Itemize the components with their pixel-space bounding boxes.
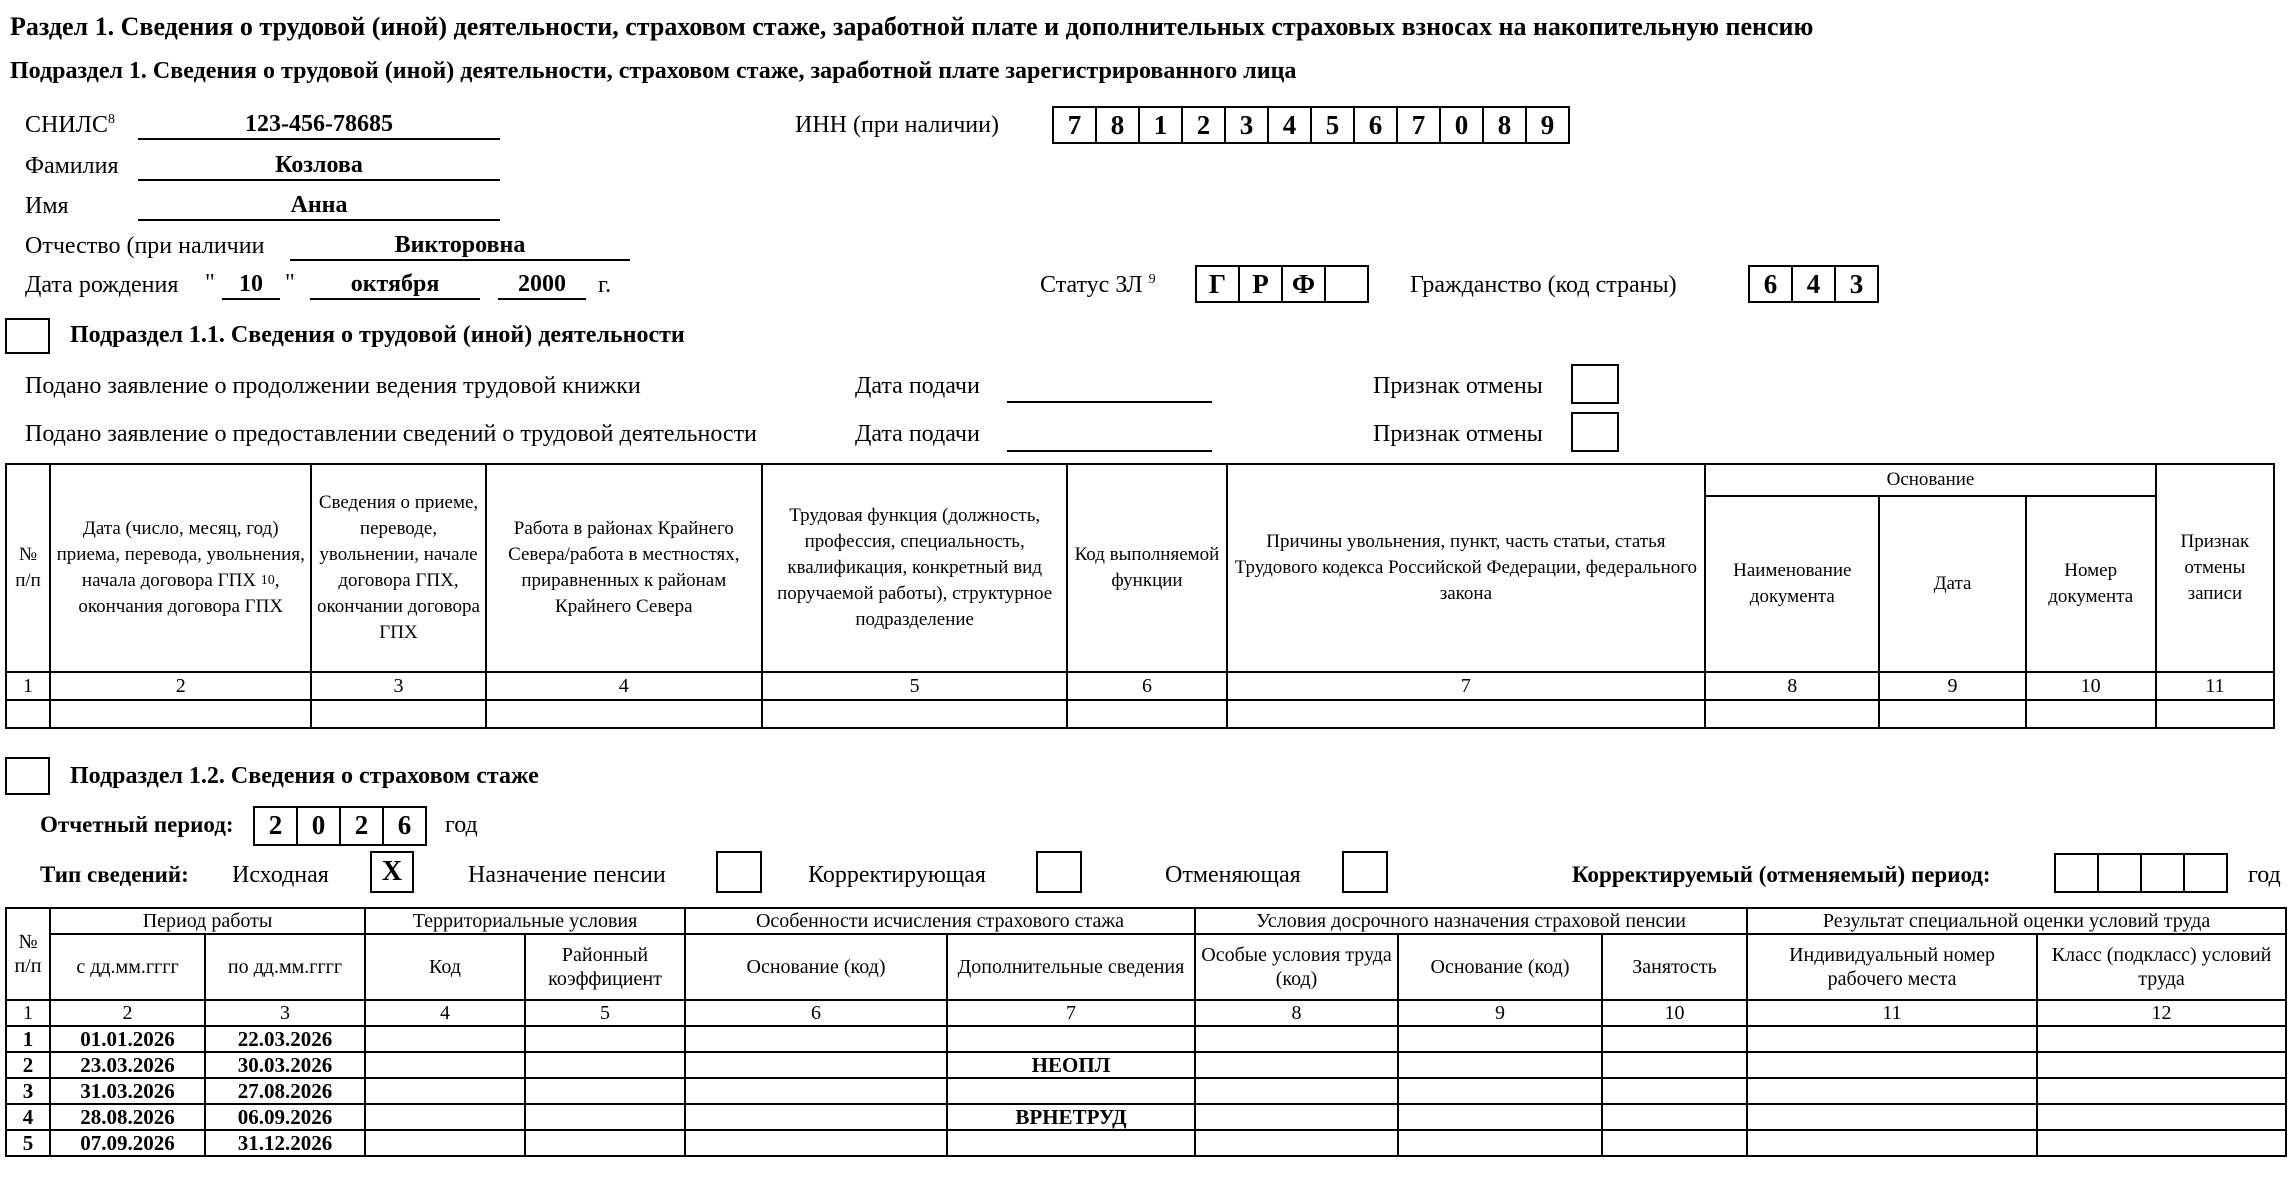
period-digit[interactable]: 0 — [298, 808, 341, 844]
status-cells[interactable] — [1195, 265, 1369, 303]
assess-class-cell[interactable] — [2037, 1130, 2286, 1156]
type-corrective-checkbox[interactable] — [1036, 851, 1082, 893]
special-extra-cell[interactable] — [947, 1078, 1195, 1104]
col-header-function: Трудовая функция (должность, профессия, специальность, квалификация, конкретный вид поручаемой работы), структурное подразделение — [762, 464, 1067, 672]
corrected-period-digit[interactable] — [2056, 855, 2099, 891]
snils-label: СНИЛС$^8$ — [25, 112, 115, 138]
inn-digit[interactable]: 3 — [1226, 108, 1269, 142]
column-number: 7 — [947, 1000, 1195, 1026]
period-to-cell[interactable]: 22.03.2026 — [205, 1026, 365, 1052]
birth-year-field[interactable]: 2000 — [498, 270, 586, 300]
special-extra-cell[interactable] — [947, 1026, 1195, 1052]
period-to-cell[interactable]: 30.03.2026 — [205, 1052, 365, 1078]
col-header-early-cond: Особые условия труда (код) — [1195, 934, 1398, 1000]
snils-field[interactable]: 123-456-78685 — [138, 110, 500, 140]
table-row[interactable] — [6, 1104, 2286, 1130]
early-busy-cell[interactable] — [1602, 1130, 1747, 1156]
period-digit[interactable]: 2 — [341, 808, 384, 844]
birth-day-field[interactable]: 10 — [222, 270, 280, 300]
assess-class-cell[interactable] — [2037, 1026, 2286, 1052]
sub11-row2-cancel-checkbox[interactable] — [1571, 412, 1619, 452]
early-basis-cell[interactable] — [1398, 1052, 1602, 1078]
row-number[interactable]: 1 — [6, 1026, 50, 1052]
inn-digit[interactable]: 9 — [1540, 110, 1555, 140]
corrected-period-label: Корректируемый (отменяемый) период: — [1572, 862, 1991, 887]
early-busy-cell[interactable] — [1602, 1104, 1747, 1130]
sub11-row1-text: Подано заявление о продолжении ведения трудовой книжки — [25, 373, 641, 399]
birth-month-field[interactable]: октября — [310, 270, 480, 300]
special-extra-cell[interactable]: ВРНЕТРУД — [947, 1104, 1195, 1130]
column-number: 8 — [1705, 672, 1879, 700]
sub11-row2-date-label: Дата подачи — [855, 421, 980, 447]
column-number: 7 — [1227, 672, 1706, 700]
special-basis-cell[interactable] — [685, 1104, 947, 1130]
quote-open: " — [205, 270, 215, 296]
corrected-period-digit[interactable] — [2099, 855, 2142, 891]
col-header-date: Дата (число, месяц, год) приема, перевода, увольнения, начала договора ГПХ $^{10}$, окончания договора ГПХ — [50, 464, 311, 672]
terr-code-cell[interactable] — [365, 1130, 525, 1156]
status-cell[interactable]: Г — [1197, 267, 1240, 301]
special-basis-cell[interactable] — [685, 1026, 947, 1052]
status-cell[interactable]: Р — [1240, 267, 1283, 301]
period-digit[interactable]: 2 — [255, 808, 298, 844]
col-header-terr-coef: Районный коэффициент — [525, 934, 685, 1000]
period-to-cell[interactable]: 27.08.2026 — [205, 1078, 365, 1104]
column-numbers-row — [6, 672, 2274, 700]
column-number: 4 — [486, 672, 762, 700]
assess-class-cell[interactable] — [2037, 1052, 2286, 1078]
inn-digit[interactable]: 7 — [1398, 108, 1441, 142]
col-header-special-extra: Дополнительные сведения — [947, 934, 1195, 1000]
subsection-title: Подраздел 1. Сведения о трудовой (иной) деятельности, страховом стаже, заработной плате зарегистрированного лица — [10, 58, 1297, 84]
period-digit[interactable]: 6 — [397, 810, 412, 840]
assess-num-cell[interactable] — [1747, 1130, 2037, 1156]
labor-activity-table — [5, 463, 2275, 729]
birth-label: Дата рождения — [25, 272, 179, 298]
column-number: 10 — [1602, 1000, 1747, 1026]
col-header-assess-num: Индивидуальный номер рабочего места — [1747, 934, 2037, 1000]
early-basis-cell[interactable] — [1398, 1130, 1602, 1156]
patronymic-label: Отчество (при наличии — [25, 233, 265, 259]
table-row[interactable] — [6, 1130, 2286, 1156]
citizenship-label: Гражданство (код страны) — [1410, 272, 1677, 298]
row-number[interactable]: 2 — [6, 1052, 50, 1078]
inn-digit[interactable]: 4 — [1269, 108, 1312, 142]
column-number: 1 — [6, 1000, 50, 1026]
assess-num-cell[interactable] — [1747, 1078, 2037, 1104]
name-label: Имя — [25, 193, 69, 219]
col-header-north: Работа в районах Крайнего Севера/работа в местностях, приравненных к районам Крайнего Севера — [486, 464, 762, 672]
citizenship-cell[interactable]: 6 — [1750, 267, 1793, 301]
early-busy-cell[interactable] — [1602, 1078, 1747, 1104]
status-label: Статус ЗЛ $^9$ — [1040, 272, 1156, 298]
col-header-cancel: Признак отмены записи — [2156, 464, 2274, 672]
inn-label: ИНН (при наличии) — [795, 112, 999, 138]
status-cell[interactable] — [1326, 267, 1367, 301]
col-header-num: № п/п — [6, 464, 50, 672]
period-from-cell[interactable]: 01.01.2026 — [50, 1026, 205, 1052]
column-number: 11 — [2156, 672, 2274, 700]
terr-coef-cell[interactable] — [525, 1052, 685, 1078]
group-header-special: Особенности исчисления страхового стажа — [685, 908, 1195, 934]
col-header-special-basis: Основание (код) — [685, 934, 947, 1000]
section-title: Раздел 1. Сведения о трудовой (иной) деятельности, страховом стаже, заработной плате и дополнительных страховых взносах на накопительную пенсию — [10, 12, 1814, 41]
inn-digit[interactable]: 5 — [1312, 108, 1355, 142]
group-header-period: Период работы — [50, 908, 365, 934]
column-number: 11 — [1747, 1000, 2037, 1026]
terr-coef-cell[interactable] — [525, 1104, 685, 1130]
early-cond-cell[interactable] — [1195, 1052, 1398, 1078]
inn-digit[interactable]: 0 — [1441, 108, 1484, 142]
snils-footnote: 8 — [107, 112, 115, 127]
type-cancel-label: Отменяющая — [1165, 862, 1301, 888]
terr-coef-cell[interactable] — [525, 1078, 685, 1104]
early-basis-cell[interactable] — [1398, 1078, 1602, 1104]
col-header-basis: Основание — [1705, 464, 2156, 496]
early-busy-cell[interactable] — [1602, 1026, 1747, 1052]
col-header-reason: Причины увольнения, пункт, часть статьи, статья Трудового кодекса Российской Федерации, федерального закона — [1227, 464, 1706, 672]
sub11-row1-cancel-checkbox[interactable] — [1571, 364, 1619, 404]
special-extra-cell[interactable]: НЕОПЛ — [947, 1052, 1195, 1078]
type-pension-checkbox[interactable] — [716, 851, 762, 893]
assess-num-cell[interactable] — [1747, 1026, 2037, 1052]
period-label: Отчетный период: — [40, 812, 234, 837]
period-from-cell[interactable]: 07.09.2026 — [50, 1130, 205, 1156]
col-header-from: с дд.мм.гггг — [50, 934, 205, 1000]
type-cancel-checkbox[interactable] — [1342, 851, 1388, 893]
table-row[interactable] — [6, 1078, 2286, 1104]
inn-digit[interactable]: 2 — [1183, 108, 1226, 142]
type-initial-checkbox[interactable]: X — [370, 851, 414, 893]
sub11-row1-date-label: Дата подачи — [855, 373, 980, 399]
table-row[interactable] — [6, 700, 2274, 728]
group-header-assessment: Результат специальной оценки условий труда — [1747, 908, 2286, 934]
terr-code-cell[interactable] — [365, 1104, 525, 1130]
type-initial-label: Исходная — [232, 862, 329, 888]
table-row[interactable] — [6, 1052, 2286, 1078]
sub11-row2-cancel-label: Признак отмены — [1373, 421, 1543, 447]
col-header-early-busy: Занятость — [1602, 934, 1747, 1000]
col-header-doc-name: Наименование документа — [1705, 496, 1879, 672]
assess-class-cell[interactable] — [2037, 1078, 2286, 1104]
period-from-cell[interactable]: 28.08.2026 — [50, 1104, 205, 1130]
sub11-checkbox[interactable] — [5, 318, 50, 354]
early-cond-cell[interactable] — [1195, 1026, 1398, 1052]
status-footnote: 9 — [1148, 272, 1156, 287]
special-basis-cell[interactable] — [685, 1052, 947, 1078]
terr-coef-cell[interactable] — [525, 1026, 685, 1052]
special-basis-cell[interactable] — [685, 1130, 947, 1156]
inn-cells[interactable] — [1052, 106, 1570, 144]
col-header-to: по дд.мм.гггг — [205, 934, 365, 1000]
row-number[interactable]: 3 — [6, 1078, 50, 1104]
early-cond-cell[interactable] — [1195, 1104, 1398, 1130]
assess-num-cell[interactable] — [1747, 1052, 2037, 1078]
col-header-doc-date: Дата — [1879, 496, 2025, 672]
inn-digit[interactable]: 1 — [1140, 108, 1183, 142]
column-number: 10 — [2026, 672, 2156, 700]
group-header-territory: Территориальные условия — [365, 908, 685, 934]
inn-digit[interactable]: 8 — [1484, 108, 1527, 142]
inn-digit[interactable]: 6 — [1355, 108, 1398, 142]
column-number: 3 — [205, 1000, 365, 1026]
sub11-title: Подраздел 1.1. Сведения о трудовой (иной) деятельности — [70, 322, 685, 348]
insurance-experience-table — [5, 907, 2287, 1157]
col-header-terr-code: Код — [365, 934, 525, 1000]
sub11-row2-text: Подано заявление о предоставлении сведений о трудовой деятельности — [25, 421, 757, 447]
special-extra-cell[interactable] — [947, 1130, 1195, 1156]
special-basis-cell[interactable] — [685, 1078, 947, 1104]
column-number: 3 — [311, 672, 485, 700]
column-number: 9 — [1398, 1000, 1602, 1026]
column-number: 8 — [1195, 1000, 1398, 1026]
group-header-early: Условия досрочного назначения страховой пенсии — [1195, 908, 1747, 934]
birth-year-suffix: г. — [598, 272, 612, 298]
citizenship-cell[interactable]: 4 — [1793, 267, 1836, 301]
sub11-row1-cancel-label: Признак отмены — [1373, 373, 1543, 399]
status-cell[interactable]: Ф — [1283, 267, 1326, 301]
assess-num-cell[interactable] — [1747, 1104, 2037, 1130]
sub12-title: Подраздел 1.2. Сведения о страховом стаже — [70, 763, 539, 789]
terr-code-cell[interactable] — [365, 1026, 525, 1052]
sub12-checkbox[interactable] — [5, 757, 50, 795]
column-number: 1 — [6, 672, 50, 700]
type-corrective-label: Корректирующая — [808, 862, 986, 888]
surname-field[interactable]: Козлова — [138, 151, 500, 181]
column-number: 2 — [50, 1000, 205, 1026]
sub11-row1-date-field[interactable] — [1007, 399, 1212, 403]
surname-label: Фамилия — [25, 153, 119, 179]
terr-code-cell[interactable] — [365, 1052, 525, 1078]
period-year-word: год — [445, 812, 478, 838]
col-header-info: Сведения о приеме, переводе, увольнении, начале договора ГПХ, окончании договора ГПХ — [311, 464, 485, 672]
early-busy-cell[interactable] — [1602, 1052, 1747, 1078]
inn-digit[interactable]: 8 — [1097, 108, 1140, 142]
quote-close: " — [285, 270, 295, 296]
row-number[interactable]: 5 — [6, 1130, 50, 1156]
period-to-cell[interactable]: 31.12.2026 — [205, 1130, 365, 1156]
corrected-year-word: год — [2248, 862, 2281, 888]
patronymic-field[interactable]: Викторовна — [290, 231, 630, 261]
column-number: 2 — [50, 672, 311, 700]
inn-digit[interactable]: 7 — [1054, 108, 1097, 142]
col-header-early-basis: Основание (код) — [1398, 934, 1602, 1000]
period-from-cell[interactable]: 31.03.2026 — [50, 1078, 205, 1104]
sub11-row2-date-field[interactable] — [1007, 448, 1212, 452]
col-header-assess-class: Класс (подкласс) условий труда — [2037, 934, 2286, 1000]
column-number: 12 — [2037, 1000, 2286, 1026]
period-cells[interactable] — [253, 806, 427, 846]
name-field[interactable]: Анна — [138, 191, 500, 221]
row-number[interactable]: 4 — [6, 1104, 50, 1130]
table-row[interactable] — [6, 1026, 2286, 1052]
assess-class-cell[interactable] — [2037, 1104, 2286, 1130]
column-number: 6 — [1067, 672, 1226, 700]
column-number: 9 — [1879, 672, 2025, 700]
col-header-code: Код выполняемой функции — [1067, 464, 1226, 672]
corrected-period-digit[interactable] — [2185, 855, 2226, 891]
date-footnote: 10 — [260, 573, 275, 588]
terr-code-cell[interactable] — [365, 1078, 525, 1104]
early-basis-cell[interactable] — [1398, 1104, 1602, 1130]
col-header-num: № п/п — [6, 908, 50, 1000]
corrected-period-cells[interactable] — [2054, 853, 2228, 893]
period-to-cell[interactable]: 06.09.2026 — [205, 1104, 365, 1130]
type-pension-label: Назначение пенсии — [468, 862, 666, 888]
column-number: 4 — [365, 1000, 525, 1026]
type-label: Тип сведений: — [40, 862, 189, 887]
period-from-cell[interactable]: 23.03.2026 — [50, 1052, 205, 1078]
early-cond-cell[interactable] — [1195, 1130, 1398, 1156]
column-numbers-row — [6, 1000, 2286, 1026]
citizenship-cells[interactable] — [1748, 265, 1879, 303]
early-basis-cell[interactable] — [1398, 1026, 1602, 1052]
column-number: 5 — [525, 1000, 685, 1026]
corrected-period-digit[interactable] — [2142, 855, 2185, 891]
column-number: 5 — [762, 672, 1067, 700]
citizenship-cell[interactable]: 3 — [1849, 269, 1864, 299]
column-number: 6 — [685, 1000, 947, 1026]
col-header-doc-num: Номер документа — [2026, 496, 2156, 672]
terr-coef-cell[interactable] — [525, 1130, 685, 1156]
early-cond-cell[interactable] — [1195, 1078, 1398, 1104]
